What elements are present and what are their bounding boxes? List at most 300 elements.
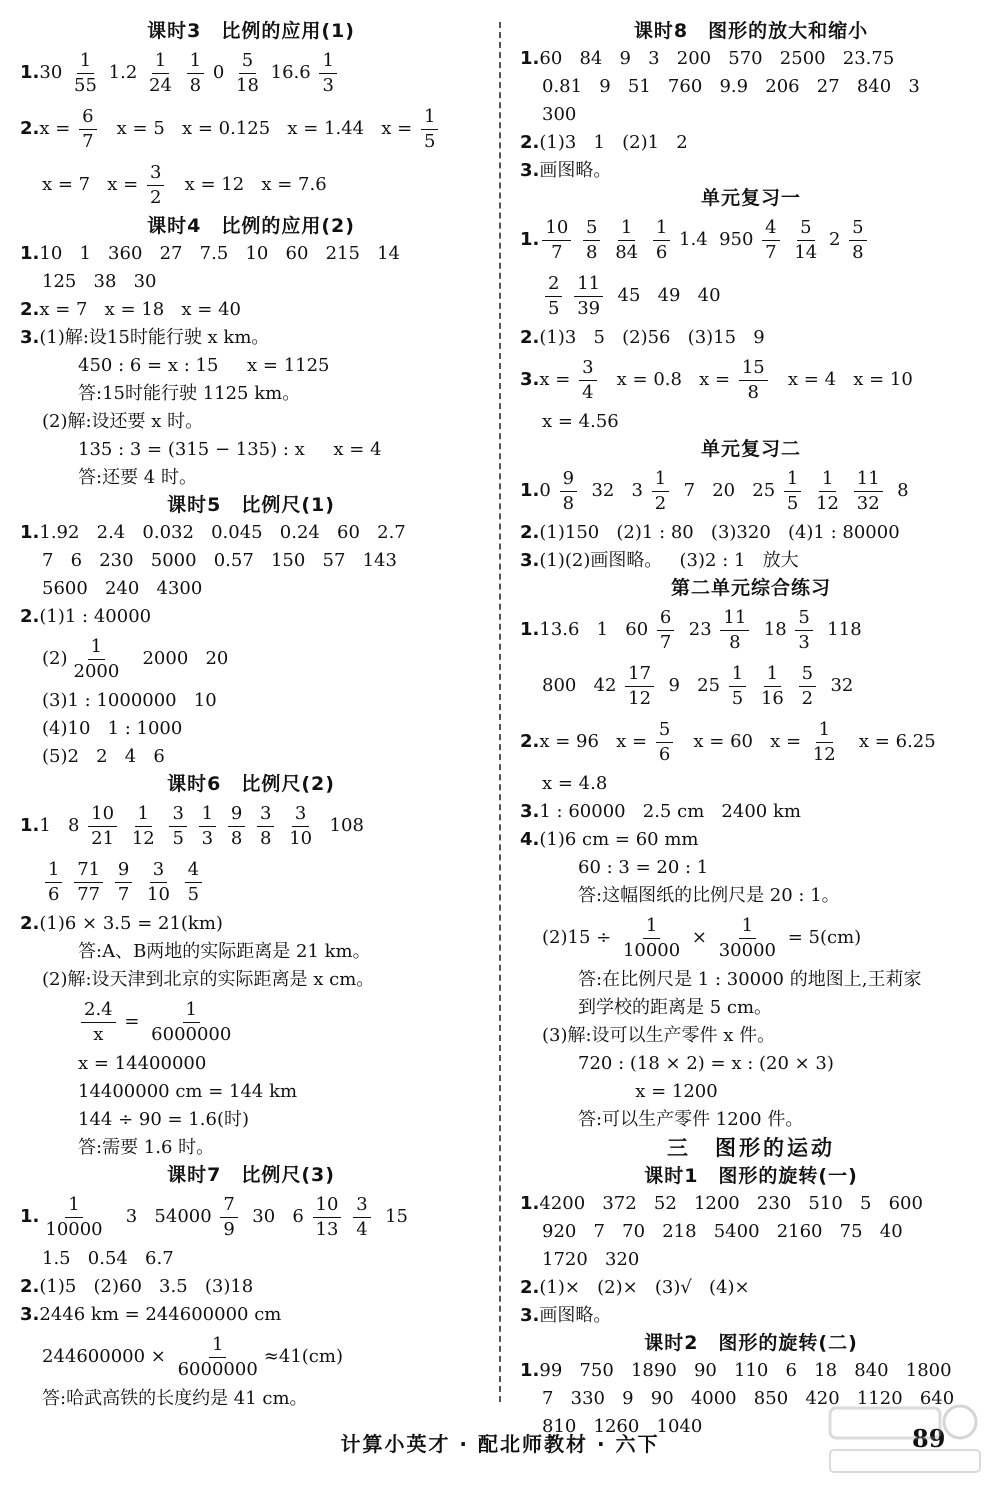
fraction [220,1193,237,1242]
answer-text [783,212,789,268]
fraction-numerator: 71 [74,858,103,883]
book-footer: 计算小英才 · 配北师教材 · 六下 [340,1432,660,1456]
answer-line [520,519,982,547]
section-heading: 课时4 比例的应用(2) [147,215,355,237]
fraction [71,635,123,684]
answer-text: (4)10 1 : 1000 [42,718,183,739]
fraction [652,467,669,516]
answer-text: 45 49 40 [606,285,721,306]
fraction-numerator: 10 [313,1193,342,1218]
fraction [799,662,816,711]
answer-text: 7 330 9 90 4000 850 420 1120 640 [542,1388,955,1409]
answer-text: (1)1 : 40000 [39,606,152,627]
answer-line [20,854,482,910]
answer-line [20,1273,482,1301]
answer-text [178,45,184,101]
fraction-denominator: 6 [48,883,60,905]
fraction-denominator: 8 [586,241,598,263]
question-number: 2. [520,731,540,752]
fraction [620,914,683,963]
answer-text: (3)1 : 1000000 10 [42,690,217,711]
answer-text: (1)150 (2)1 : 80 (3)320 (4)1 : 80000 [539,522,900,543]
answer-line [520,798,982,826]
section-heading: 课时8 图形的放大和缩小 [633,20,869,42]
answer-text: x = 4 x = 10 [770,369,913,390]
fraction [129,802,158,851]
fraction-denominator: 3 [201,827,214,849]
fraction [542,216,571,265]
answer-text: 14400000 cm = 144 km [78,1081,298,1102]
fraction-denominator: 5 [786,492,799,514]
answer-text [65,854,71,910]
answer-line [20,1078,482,1106]
answer-line [520,1078,982,1106]
fraction-denominator: 16 [760,687,784,709]
answer-text: 到学校的距离是 5 cm。 [578,997,773,1018]
answer-text: 答:A、B两地的实际距离是 21 km。 [78,941,371,962]
answer-text [135,854,141,910]
answer-text: 720 : (18 × 2) = x : (20 × 3) [578,1053,834,1074]
fraction-denominator: 10 [147,883,170,905]
answer-text [106,854,112,910]
answer-text: (1)解:设15时能行驶 x km。 [39,327,270,348]
fraction-numerator: 1 [319,49,336,74]
answer-line [520,101,982,129]
answer-line [520,1106,982,1134]
question-number: 2. [20,913,40,934]
answer-text: 1720 320 [542,1249,640,1270]
fraction-denominator: 12 [628,687,652,709]
fraction-numerator: 3 [292,802,309,827]
fraction-numerator: 1 [209,1333,226,1358]
fraction [854,467,883,516]
answer-line [20,966,482,994]
answer-line [520,826,982,854]
fraction-numerator: 2 [545,272,562,297]
answer-line [20,296,482,324]
fraction [286,802,315,851]
fraction-numerator: 1 [187,49,204,74]
answer-text: 15 [373,1206,408,1227]
question-number: 2. [520,1277,540,1298]
answer-text: 60 : 3 = 20 : 1 [578,857,709,878]
answer-text: (1)6 × 3.5 = 21(km) [39,913,223,934]
answer-text: x = [39,118,77,139]
section-heading: 课时5 比例尺(1) [167,494,335,516]
section-heading: 单元复习一 [700,187,801,209]
answer-text: x = 7 x = [42,174,144,195]
fraction-denominator: 8 [230,827,243,849]
answer-line [520,352,982,408]
fraction-denominator: 5 [423,130,436,152]
fraction-numerator: 1 [183,998,200,1023]
fraction-numerator: 3 [169,802,186,827]
answer-text: (1)6 cm = 60 mm [539,829,699,850]
fraction-numerator: 11 [574,272,603,297]
fraction-numerator: 1 [816,718,833,743]
answer-line [520,994,982,1022]
answer-line [20,157,482,213]
answer-text: 135 : 3 = (315 − 135) : x x = 4 [78,439,382,460]
answer-text [219,798,225,854]
answer-text: 0.81 9 51 760 9.9 206 27 840 3 [542,76,920,97]
answer-line [20,1189,482,1245]
answer-line [20,687,482,715]
answer-line [520,1050,982,1078]
answer-line [520,1190,982,1218]
answer-text: (3)解:设可以生产零件 x 件。 [542,1025,776,1046]
fraction-numerator: 1 [784,467,801,492]
answer-text: 30 6 [240,1206,310,1227]
answer-text: 答:哈武高铁的长度约是 41 cm。 [42,1388,308,1409]
question-number: 1. [20,62,40,83]
fraction-numerator: 1 [618,216,635,241]
section-heading: 课时3 比例的应用(1) [147,20,355,42]
answer-text: × [686,927,713,948]
fraction-numerator: 1 [739,914,756,939]
question-number: 3. [520,1305,540,1326]
fraction-denominator: 9 [223,1218,235,1240]
fraction-numerator: 3 [150,858,167,883]
answer-line [20,1329,482,1385]
fraction [560,467,577,516]
answer-line [20,1385,482,1413]
answer-line [20,1301,482,1329]
answer-text: x = 1200 [578,1081,718,1102]
fraction-denominator: 18 [236,74,259,96]
answer-text: 2446 km = 244600000 cm [39,1304,282,1325]
fraction-numerator: 2.4 [81,998,116,1023]
question-number: 2. [20,118,40,139]
fraction [185,858,202,907]
answer-text: x = 6.25 [841,731,936,752]
answer-text [644,212,650,268]
fraction-denominator: 7 [82,130,94,152]
answer-text: 125 38 30 [42,271,157,292]
fraction [729,662,746,711]
answer-text: = 5(cm) [782,927,862,948]
fraction-denominator: 2 [149,186,162,208]
answer-text: 7 20 25 [672,480,781,501]
answer-text: 答:可以生产零件 1200 件。 [578,1109,804,1130]
fraction-numerator: 4 [185,858,202,883]
column-divider [499,22,501,1402]
fraction [625,662,654,711]
answer-text: x = 4.8 [542,773,608,794]
fraction-numerator: 1 [199,802,216,827]
answer-line [520,73,982,101]
answer-line [520,268,982,324]
answer-text: 1.4 950 [673,229,760,250]
fraction-numerator: 1 [643,914,660,939]
answer-text: 32 3 [580,480,649,501]
answer-text: 16.6 [264,62,317,83]
answer-line [20,547,482,575]
fraction-numerator: 6 [657,606,674,631]
answer-line [20,45,482,101]
fraction-numerator: 9 [228,802,245,827]
answer-text: 3 54000 [108,1206,218,1227]
fraction-numerator: 6 [79,105,96,130]
answer-line [520,1218,982,1246]
fraction-denominator: 7 [659,631,672,653]
answer-text: x = 60 x = [676,731,807,752]
fraction-denominator: 12 [131,827,155,849]
fraction-denominator: 55 [74,74,97,96]
answer-text: 10 1 360 27 7.5 10 60 215 14 [39,243,401,264]
fraction-denominator: 7 [551,241,563,263]
fraction [810,718,839,767]
fraction-denominator: 7 [765,241,777,263]
fraction [187,49,204,98]
answer-text: x = 12 x = 7.6 [167,174,327,195]
answer-text: 800 42 [542,675,623,696]
question-number: 1. [520,48,540,69]
fraction-numerator: 11 [720,606,749,631]
question-number: 3. [520,801,540,822]
answer-line [520,1302,982,1330]
answer-line [20,631,482,687]
answer-text [161,798,167,854]
question-number: 3. [520,369,540,390]
fraction-denominator: 8 [747,381,759,403]
fraction [784,467,801,516]
answer-text: 13.6 1 60 [539,619,654,640]
fraction [579,356,596,405]
answer-text: 0 [539,480,557,501]
watermark-logo-icon [820,1400,990,1480]
fraction-denominator: 13 [315,1218,339,1240]
answer-line [520,714,982,770]
answer-text: 108 [318,815,364,836]
question-number: 2. [20,1276,40,1297]
answer-text: 244600000 × [42,1346,172,1367]
answer-line [20,268,482,296]
answer-text: 0 [207,62,230,83]
answer-text: 60 84 9 3 200 570 2500 23.75 [539,48,895,69]
fraction-denominator: 6 [658,743,671,765]
fraction [257,802,274,851]
answer-text: (2) [42,648,68,669]
answer-text [845,463,851,519]
answer-text: 920 7 70 218 5400 2160 75 40 [542,1221,903,1242]
answer-text [749,658,755,714]
fraction [319,49,336,98]
right-column [520,18,982,1441]
answer-line [520,157,982,185]
fraction [81,998,116,1047]
answer-text: 1.92 2.4 0.032 0.045 0.24 60 2.7 [39,522,406,543]
fraction-denominator: 8 [189,74,202,96]
fraction [612,216,641,265]
fraction-denominator: 8 [562,492,575,514]
answer-line [20,994,482,1050]
fraction-denominator: 6000000 [151,1023,232,1045]
answer-text: x = 0.8 x = [599,369,736,390]
answer-text: 4200 372 52 1200 230 510 5 600 [539,1193,923,1214]
fraction-numerator: 15 [739,356,768,381]
fraction [144,858,173,907]
answer-line [520,882,982,910]
answer-text: ≈41(cm) [263,1346,343,1367]
fraction [795,606,812,655]
fraction-denominator: x [93,1023,104,1045]
fraction-numerator: 4 [762,216,779,241]
answer-text [248,798,254,854]
answer-line [20,938,482,966]
answer-text [176,854,182,910]
fraction [545,272,562,321]
fraction [739,356,768,405]
answer-text: (2)解:设天津到北京的实际距离是 x cm。 [42,969,375,990]
answer-line [20,408,482,436]
answer-line [520,770,982,798]
fraction-numerator: 1 [729,662,746,687]
fraction-denominator: 3 [322,74,334,96]
question-number: 3. [520,550,540,571]
fraction [169,802,186,851]
answer-line [520,966,982,994]
fraction-numerator: 5 [656,718,673,743]
question-number: 3. [520,160,540,181]
fraction-denominator: 10000 [45,1218,103,1240]
fraction-numerator: 10 [88,802,117,827]
fraction [720,606,749,655]
fraction-numerator: 1 [65,1193,82,1218]
answer-text [603,212,609,268]
answer-line [20,352,482,380]
fraction [146,49,175,98]
section-heading: 课时6 比例尺(2) [167,773,335,795]
question-number: 1. [20,522,40,543]
question-number: 1. [520,229,540,250]
answer-line [520,1246,982,1274]
section-heading: 单元复习二 [700,438,801,460]
fraction [45,858,62,907]
answer-text: x = 7 x = 18 x = 40 [39,299,241,320]
fraction-numerator: 5 [797,216,814,241]
answer-text: 18 [752,619,793,640]
question-number: 2. [20,606,40,627]
answer-text: x = 5 x = 0.125 x = 1.44 x = [99,118,418,139]
answer-text [790,658,796,714]
fraction [74,858,103,907]
answer-text: (2)15 ÷ [542,927,617,948]
answer-text [804,463,810,519]
answer-text: (2)解:设还要 x 时。 [42,411,204,432]
answer-line [20,798,482,854]
section-heading: 课时1 图形的旋转(一) [644,1165,858,1187]
fraction-denominator: 4 [582,381,594,403]
fraction-denominator: 6000000 [177,1358,258,1380]
answer-text: = [118,1011,146,1032]
answer-text: 答:这幅图纸的比例尺是 20 : 1。 [578,885,840,906]
fraction-denominator: 8 [729,631,741,653]
fraction [849,216,866,265]
answer-text: 9 25 [657,675,726,696]
fraction-denominator: 4 [356,1218,368,1240]
fraction-denominator: 10 [289,827,313,849]
fraction-numerator: 3 [353,1193,370,1218]
answer-text: 2 [823,229,847,250]
fraction [421,105,438,154]
fraction-numerator: 9 [115,858,132,883]
fraction [653,216,670,265]
fraction [42,1193,105,1242]
answer-text [277,798,283,854]
left-column [20,18,482,1413]
fraction [115,858,132,907]
fraction [762,216,779,265]
fraction-denominator: 3 [798,631,810,653]
answer-text: 1.2 [102,62,143,83]
answer-line [20,715,482,743]
answer-text: 450 : 6 = x : 15 x = 1125 [78,355,330,376]
fraction [791,216,820,265]
question-number: 2. [520,327,540,348]
answer-text: 答:在比例尺是 1 : 30000 的地图上,王莉家 [578,969,922,990]
fraction-denominator: 84 [615,241,639,263]
fraction-denominator: 24 [149,74,172,96]
fraction [233,49,262,98]
answer-line [20,519,482,547]
answer-text [574,212,580,268]
fraction [88,802,117,851]
question-number: 1. [520,1360,540,1381]
answer-text: 30 [39,62,69,83]
fraction-denominator: 2 [801,687,814,709]
answer-text: 画图略。 [539,160,612,181]
question-number: 3. [20,1304,40,1325]
fraction-numerator: 11 [854,467,883,492]
question-number: 2. [20,299,40,320]
answer-text: 23 [677,619,718,640]
fraction [813,467,842,516]
answer-line [520,658,982,714]
fraction [656,718,673,767]
answer-line [20,1106,482,1134]
answer-text: (1)(2)画图略。 (3)2 : 1 放大 [539,550,799,571]
answer-line [520,408,982,436]
question-number: 1. [20,1206,40,1227]
answer-line [20,1050,482,1078]
answer-line [20,101,482,157]
fraction-denominator: 77 [77,883,101,905]
fraction-denominator: 6 [655,241,668,263]
fraction-numerator: 5 [799,662,816,687]
fraction [147,161,164,210]
fraction [583,216,600,265]
fraction-denominator: 2000 [73,660,120,682]
fraction-numerator: 10 [542,216,571,241]
fraction [79,105,96,154]
answer-text: 2000 20 [125,648,229,669]
fraction-numerator: 5 [795,606,812,631]
question-number: 1. [20,815,40,836]
fraction [313,1193,342,1242]
answer-text: x = [539,369,577,390]
answer-line [520,910,982,966]
answer-line [20,1245,482,1273]
fraction-denominator: 32 [856,492,880,514]
fraction-denominator: 10000 [622,939,681,961]
answer-line [20,240,482,268]
fraction-denominator: 5 [548,297,560,319]
answer-line [20,380,482,408]
answer-text: 118 [815,619,862,640]
fraction [716,914,779,963]
answer-text: 答:15时能行驶 1125 km。 [78,383,301,404]
